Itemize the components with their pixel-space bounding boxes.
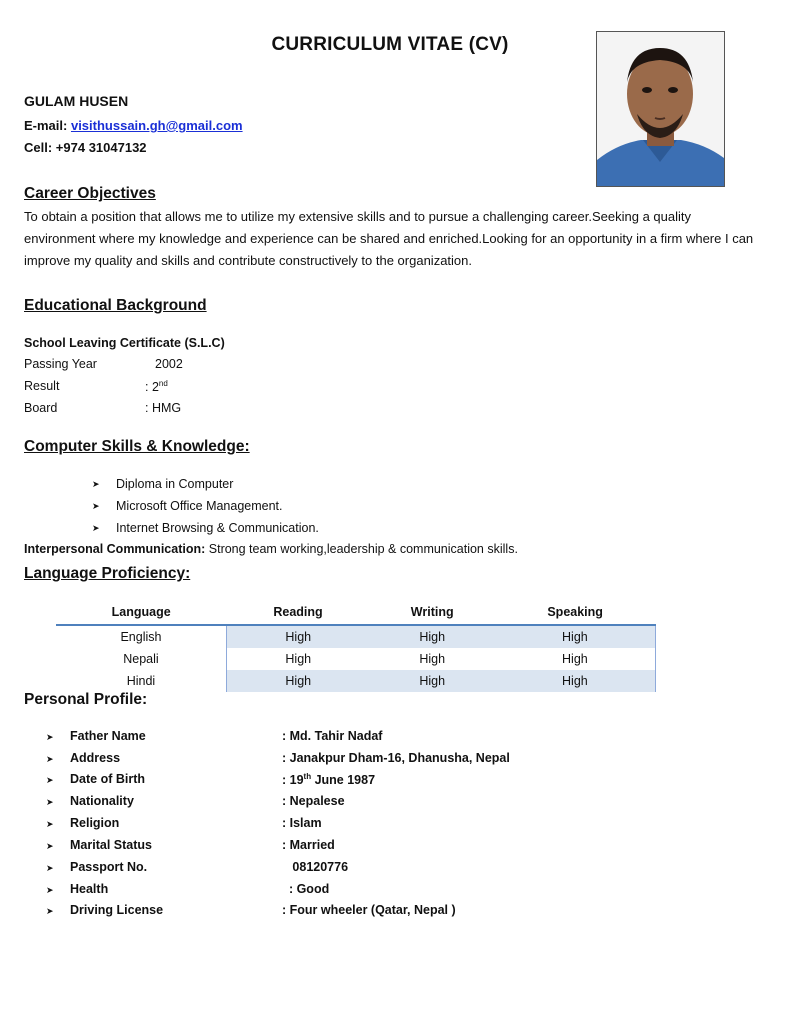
arrow-bullet-icon: ➤	[46, 819, 54, 829]
education-value-text: 2002	[155, 357, 183, 371]
personal-value	[282, 860, 348, 874]
personal-value-sup: th	[303, 772, 312, 781]
table-header: Writing	[370, 600, 495, 625]
personal-value	[282, 882, 329, 896]
email-line	[24, 118, 243, 133]
personal-row	[46, 816, 606, 836]
table-row	[56, 670, 656, 692]
cell-number: +974 31047132	[55, 140, 147, 155]
interpersonal-text: Strong team working,leadership & communication skills.	[205, 542, 518, 556]
personal-key: Date of Birth	[70, 772, 145, 786]
arrow-bullet-icon: ➤	[46, 732, 54, 742]
arrow-bullet-icon: ➤	[46, 885, 54, 895]
education-value	[145, 379, 168, 394]
interpersonal-line	[24, 542, 518, 556]
personal-value	[282, 772, 375, 787]
list-item-label: Microsoft Office Management.	[116, 499, 283, 513]
education-value-text: : HMG	[145, 401, 182, 415]
page-title: CURRICULUM VITAE (CV)	[271, 34, 509, 55]
table-row	[56, 625, 656, 648]
table-header: Reading	[226, 600, 369, 625]
table-cell: High	[285, 652, 312, 666]
table-header: Language	[56, 600, 226, 625]
education-value-sup: nd	[158, 379, 168, 388]
education-value	[145, 401, 181, 415]
cell-label: Cell:	[24, 140, 53, 155]
arrow-bullet-icon: ➤	[92, 500, 100, 511]
personal-value-rest: June 1987	[311, 773, 376, 788]
personal-key: Health	[70, 882, 109, 896]
table-cell: High	[495, 670, 656, 692]
personal-key: Passport No.	[70, 860, 148, 874]
personal-heading: Personal Profile:	[24, 691, 148, 708]
table-cell: High	[495, 625, 656, 648]
interpersonal-label: Interpersonal Communication:	[24, 542, 206, 556]
personal-value-text: : Islam	[282, 816, 322, 830]
personal-value-text: : 19	[282, 773, 304, 788]
arrow-bullet-icon: ➤	[92, 478, 100, 489]
personal-row	[46, 838, 606, 858]
table-header-row	[56, 600, 656, 625]
personal-value	[282, 838, 335, 852]
table-cell: High	[419, 652, 446, 666]
personal-row	[46, 772, 606, 792]
email-link[interactable]: visithussain.gh@gmail.com	[70, 118, 243, 133]
language-table	[56, 600, 656, 692]
arrow-bullet-icon: ➤	[46, 797, 54, 807]
table-header: Speaking	[495, 600, 656, 625]
personal-row	[46, 751, 606, 771]
personal-value	[282, 903, 456, 917]
arrow-bullet-icon: ➤	[92, 522, 100, 533]
personal-row	[46, 794, 606, 814]
personal-key: Marital Status	[70, 838, 152, 852]
arrow-bullet-icon: ➤	[46, 863, 54, 873]
education-label: Result	[24, 379, 60, 393]
personal-row	[46, 860, 606, 880]
personal-key: Address	[70, 751, 121, 765]
education-label: Board	[24, 401, 58, 415]
table-cell: High	[370, 625, 495, 648]
education-value-text: : 2	[145, 380, 159, 395]
education-certificate: School Leaving Certificate (S.L.C)	[24, 336, 225, 350]
portrait-icon	[597, 32, 724, 186]
personal-row	[46, 729, 606, 749]
arrow-bullet-icon: ➤	[46, 906, 54, 916]
list-item-label: Diploma in Computer	[116, 477, 234, 491]
table-cell: High	[226, 670, 369, 692]
profile-photo	[596, 31, 725, 187]
personal-key: Nationality	[70, 794, 134, 808]
language-heading: Language Proficiency:	[24, 565, 191, 582]
computer-heading: Computer Skills & Knowledge:	[24, 438, 250, 455]
personal-value	[282, 751, 510, 765]
personal-value-text: : Good	[282, 882, 330, 896]
arrow-bullet-icon: ➤	[46, 841, 54, 851]
personal-row	[46, 882, 606, 902]
email-label: E-mail:	[24, 118, 68, 133]
personal-value-text: : Four wheeler (Qatar, Nepal )	[282, 903, 456, 917]
personal-value	[282, 816, 322, 830]
personal-value	[282, 729, 382, 743]
list-item-label: Internet Browsing & Communication.	[116, 521, 319, 535]
career-heading: Career Objectives	[24, 185, 156, 202]
personal-value-text: : Janakpur Dham-16, Dhanusha, Nepal	[282, 751, 510, 765]
list-item	[92, 477, 233, 491]
personal-key: Father Name	[70, 729, 146, 743]
candidate-name: GULAM HUSEN	[24, 93, 129, 109]
table-cell: Hindi	[56, 670, 226, 692]
personal-key: Driving License	[70, 903, 164, 917]
education-value	[155, 357, 183, 371]
list-item	[92, 499, 283, 513]
table-cell: English	[56, 625, 226, 648]
table-cell: High	[495, 648, 656, 670]
career-text: To obtain a position that allows me to utilize my extensive skills and to pursue a challenging career.Seeking a quality environment where my knowledge and experience can be shared and enriched.Looking for an opportunity in a firm where I can improve my quality and skills and contribute constructively to the organization.	[24, 209, 754, 268]
arrow-bullet-icon: ➤	[46, 754, 54, 764]
arrow-bullet-icon: ➤	[46, 775, 54, 785]
table-cell: Nepali	[56, 648, 226, 670]
personal-key: Religion	[70, 816, 120, 830]
education-label: Passing Year	[24, 357, 97, 371]
list-item	[92, 521, 319, 535]
personal-value-text: : Married	[282, 838, 335, 852]
table-cell: High	[226, 625, 369, 648]
table-row	[56, 648, 656, 670]
personal-row	[46, 903, 606, 923]
personal-value-text: 08120776	[282, 860, 349, 874]
personal-value-text: : Nepalese	[282, 794, 345, 808]
personal-value	[282, 794, 345, 808]
education-heading: Educational Background	[24, 297, 207, 314]
cell-line	[24, 140, 147, 155]
personal-value-text: : Md. Tahir Nadaf	[282, 729, 383, 743]
table-cell: High	[370, 670, 495, 692]
